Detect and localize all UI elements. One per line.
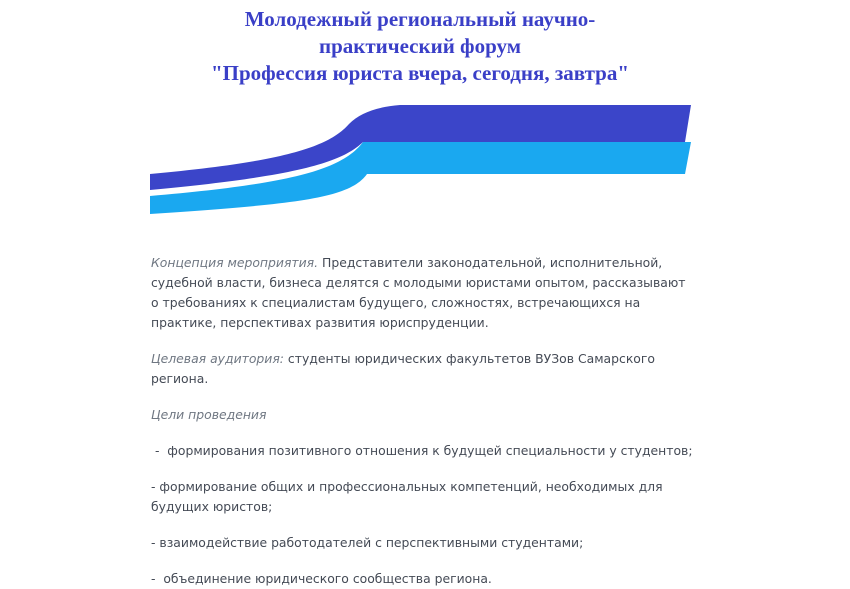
goal-item: - формирования позитивного отношения к будущей специальности у студентов; [151,443,693,458]
goal-item: - взаимодействие работодателей с перспективными студентами; [151,535,584,550]
goal-item: - формирование общих и профессиональных компетенций, необходимых для будущих юристов; [151,479,663,514]
goal-item: - объединение юридического сообщества региона. [151,571,492,586]
title-line-2: практический форум [318,34,522,58]
page-title [150,6,690,87]
audience-text: студенты юридических факультетов ВУЗов Самарского региона. [151,351,655,386]
audience-paragraph [151,349,696,389]
concept-text: Представители законодательной, исполнительной, судебной власти, бизнеса делятся с молодыми юристами опытом, рассказывают о требованиях к специалистам будущего, сложностях, встречающихся на практике, перспективах развития юриспруденции. [151,255,686,330]
goals-heading: Цели проведения [151,407,267,422]
event-description [151,253,696,589]
wave-banner [150,100,691,216]
concept-paragraph [151,253,696,333]
audience-label: Целевая аудитория: [151,351,284,366]
title-line-1: Молодежный региональный научно- [244,7,596,31]
title-line-3: "Профессия юриста вчера, сегодня, завтра" [210,61,630,85]
concept-label: Концепция мероприятия. [151,255,319,270]
